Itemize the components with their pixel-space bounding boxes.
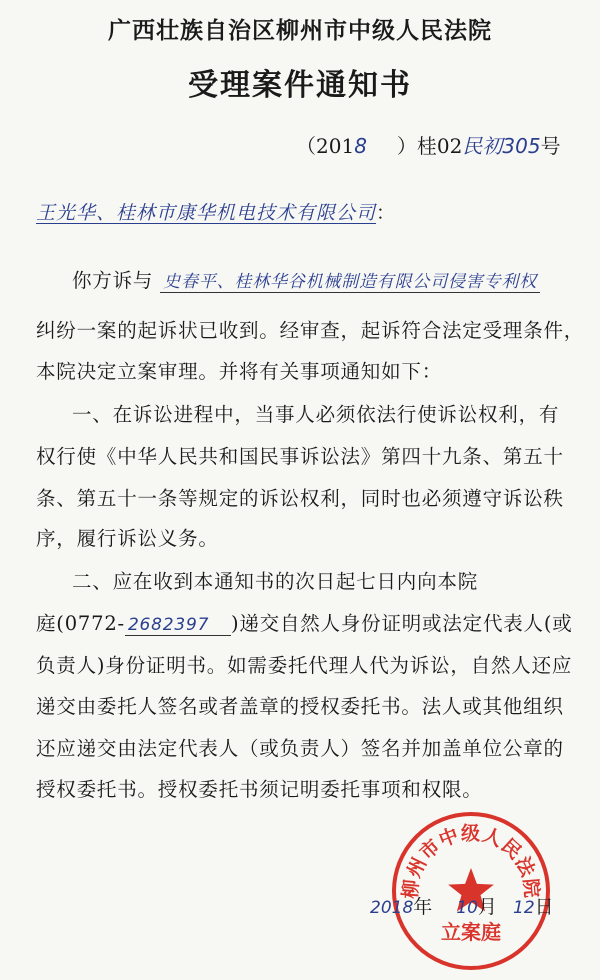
case-number-mid: ）桂02	[396, 134, 463, 158]
date-year-handwritten: 2018	[370, 898, 414, 918]
case-number	[296, 130, 561, 159]
para2-line-6: 授权委托书。授权委托书须记明委托事项和权限。	[36, 778, 483, 801]
para2-line-3: 负责人)身份证明书。如需委托代理人代为诉讼，自然人还应	[36, 654, 573, 677]
para1-line-1: 一、在诉讼进程中，当事人必须依法行使诉讼权利，有	[72, 403, 560, 426]
date-month-label: 月	[477, 896, 497, 918]
case-number-suffix: 号	[540, 134, 561, 158]
parties-line	[36, 198, 566, 225]
body-line-2: 纠纷一案的起诉状已收到。经审查，起诉符合法定受理条件，	[36, 319, 585, 342]
court-name: 广西壮族自治区柳州市中级人民法院	[108, 18, 492, 44]
phone-number-handwritten: 2682397	[125, 616, 231, 636]
date-day-handwritten: 12	[513, 898, 535, 918]
body-line-3: 本院决定立案审理。并将有关事项通知如下：	[36, 360, 443, 383]
issue-date	[370, 892, 554, 919]
para2-line-1: 二、应在收到本通知书的次日起七日内向本院	[72, 570, 479, 593]
defendant-dispute-handwritten: 史春平、桂林华谷机械制造有限公司侵害专利权	[160, 273, 540, 293]
case-code-handwritten: 民初305	[462, 134, 541, 158]
date-month-handwritten: 10	[456, 898, 478, 918]
para1-line-4: 序，履行诉讼义务。	[36, 527, 219, 550]
document-title: 受理案件通知书	[188, 68, 412, 103]
seal-department: 立案庭	[441, 920, 501, 944]
para2-line-4: 递交由委托人签名或者盖章的授权委托书。法人或其他组织	[36, 695, 564, 718]
body-line-1-prefix: 你方诉与	[72, 269, 154, 292]
plaintiff-names-handwritten: 王光华、桂林市康华机电技术有限公司	[36, 202, 377, 224]
body-line-1	[72, 265, 582, 293]
case-number-open: （201	[296, 134, 355, 158]
phone-prefix: 庭(0772-	[36, 612, 125, 635]
date-year-label: 年	[413, 896, 433, 918]
para2-line-5: 还应递交由法定代表人（或负责人）签名并加盖单位公章的	[36, 737, 564, 760]
phone-suffix: )递交自然人身份证明或法定代表人(或	[230, 612, 573, 635]
para1-line-2: 权行使《中华人民共和国民事诉讼法》第四十九条、第五十	[36, 445, 564, 468]
date-day-label: 日	[534, 896, 554, 918]
para2-line-2	[36, 608, 582, 636]
para1-line-3: 条、第五十一条等规定的诉讼权利，同时也必须遵守诉讼秩	[36, 487, 564, 510]
case-year-handwritten: 8	[354, 134, 367, 158]
court-seal	[392, 812, 550, 970]
parties-colon: ：	[376, 202, 397, 224]
seal-arc-text: 柳州市中级人民法院	[399, 822, 543, 900]
